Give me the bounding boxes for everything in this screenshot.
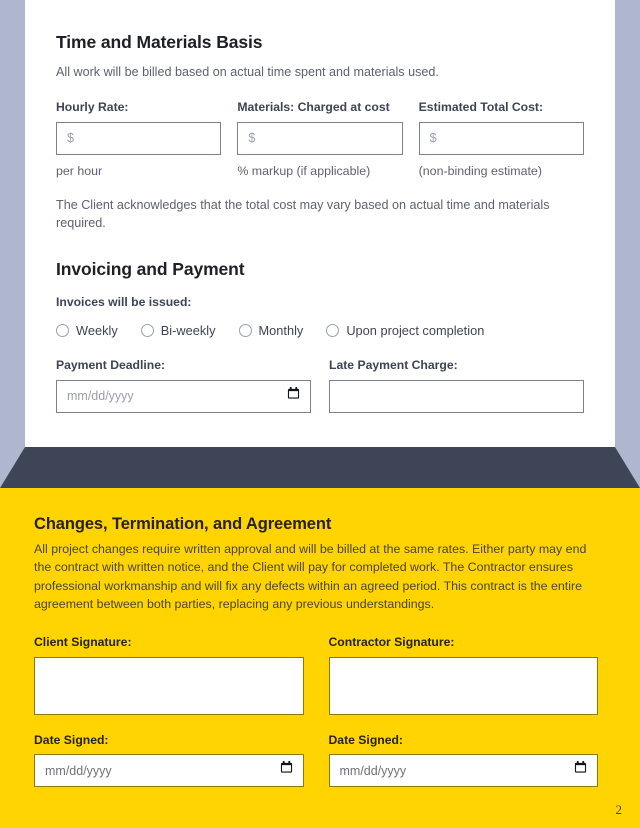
radio-circle-icon[interactable] (141, 324, 154, 337)
time-materials-description: All work will be billed based on actual time spent and materials used. (56, 65, 439, 79)
radio-label-weekly: Weekly (76, 323, 118, 339)
contractor-date-signed-label: Date Signed: (328, 733, 403, 748)
invoices-issued-label: Invoices will be issued: (56, 294, 192, 309)
changes-title: Changes, Termination, and Agreement (34, 515, 332, 533)
contractor-date-signed-input[interactable] (329, 754, 599, 787)
invoicing-title: Invoicing and Payment (56, 258, 245, 279)
client-signature-label: Client Signature: (34, 635, 132, 650)
money-inputs-row (56, 122, 584, 179)
estimated-total-cost-hint: (non-binding estimate) (418, 163, 542, 178)
client-date-signed-group (34, 733, 304, 787)
invoice-frequency-radio-group (56, 323, 584, 338)
radio-label-upon-project-completion: Upon project completion (346, 323, 485, 339)
dark-divider-band (0, 447, 640, 488)
client-signature-box[interactable] (34, 657, 304, 715)
client-date-signed-input[interactable] (34, 754, 304, 787)
materials-markup-hint: % markup (if applicable) (237, 163, 371, 178)
contractor-date-signed-group (329, 733, 599, 787)
client-date-signed-label: Date Signed: (34, 733, 109, 748)
late-payment-charge-group (329, 358, 584, 413)
materials-markup-input[interactable] (237, 122, 402, 155)
payment-deadline-label: Payment Deadline: (56, 358, 166, 373)
radio-option-monthly[interactable] (239, 323, 304, 338)
section-changes-termination-agreement (0, 488, 640, 828)
materials-label: Materials: Charged at cost (237, 100, 390, 115)
radio-option-weekly[interactable] (56, 323, 118, 338)
page-number: 2 (615, 802, 622, 817)
radio-circle-icon[interactable] (56, 324, 69, 337)
radio-option-upon-project-completion[interactable] (326, 323, 484, 338)
radio-circle-icon[interactable] (239, 324, 252, 337)
section-invoicing-and-payment (56, 259, 584, 413)
contractor-signature-box[interactable] (329, 657, 599, 715)
hourly-rate-input[interactable] (56, 122, 221, 155)
radio-label-monthly: Monthly (258, 323, 304, 339)
radio-option-bi-weekly[interactable] (141, 323, 216, 338)
client-signature-group (34, 635, 304, 715)
document-page-white (25, 0, 615, 450)
estimated-total-cost-label: Estimated Total Cost: (418, 100, 544, 115)
radio-circle-icon[interactable] (326, 324, 339, 337)
money-labels-row (56, 100, 584, 115)
hourly-rate-label: Hourly Rate: (56, 100, 129, 115)
materials-markup-group (237, 122, 402, 179)
late-payment-charge-input[interactable] (329, 380, 584, 413)
estimated-total-cost-input[interactable] (419, 122, 584, 155)
payment-deadline-input[interactable] (56, 380, 311, 413)
hourly-rate-group (56, 122, 221, 179)
time-materials-title: Time and Materials Basis (56, 32, 263, 52)
late-payment-charge-label: Late Payment Charge: (329, 358, 458, 373)
dates-signed-row (34, 733, 598, 787)
estimated-total-cost-group (419, 122, 584, 179)
cost-acknowledgement-text: The Client acknowledges that the total cost may vary based on actual time and materials required. (56, 198, 550, 231)
payment-deadline-group (56, 358, 311, 413)
payment-fields-row (56, 358, 584, 413)
contractor-signature-group (329, 635, 599, 715)
hourly-rate-hint: per hour (56, 163, 103, 178)
radio-label-bi-weekly: Bi-weekly (160, 323, 216, 339)
signatures-row (34, 635, 598, 715)
contractor-signature-label: Contractor Signature: (328, 635, 455, 650)
section-time-and-materials (56, 32, 584, 233)
changes-description: All project changes require written approval and will be billed at the same rates. Either party may end the contract with written notice, and the Client will pay for completed work. The Contractor ensures professional workmanship and will fix any defects within an agreed period. This contract is the entire agreement between both parties, replacing any previous understandings. (34, 542, 587, 612)
